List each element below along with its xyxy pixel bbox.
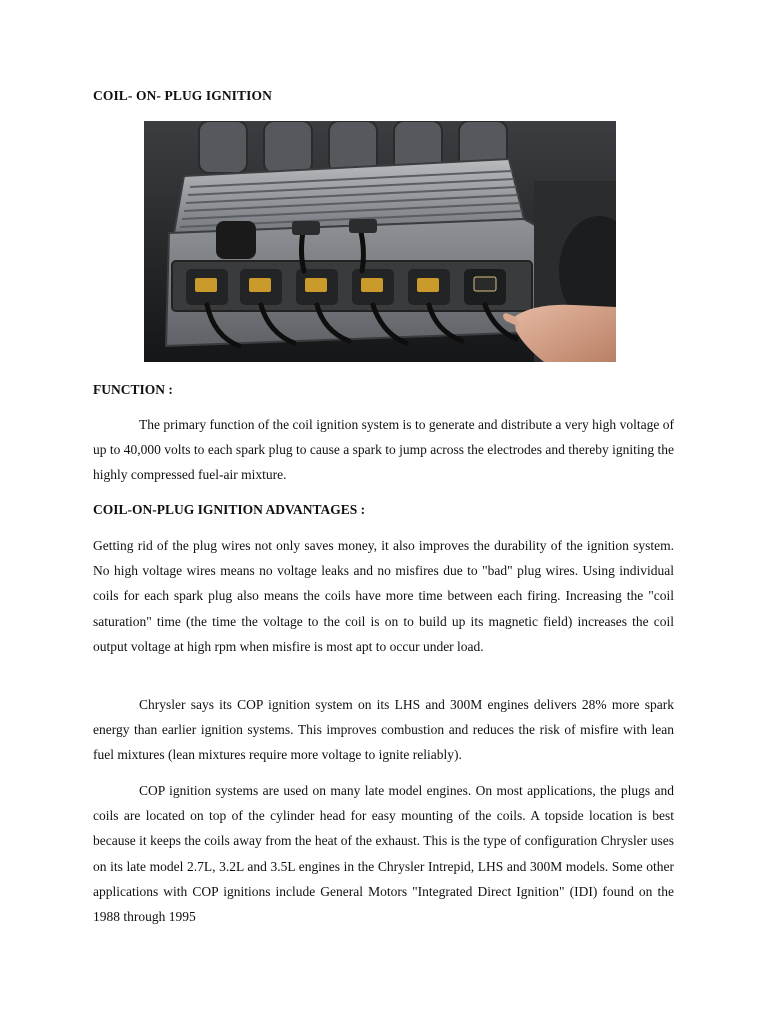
- paragraph-advantages-1: Getting rid of the plug wires not only saves money, it also improves the durability of the ignition system. No high voltage wires means no voltage leaks and no misfires due to "bad" plug wires. Using individual coils for each spark plug also means the coils have more time between each firing. Increasing the "coil saturation" time (the time the voltage to the coil is on to build up its magnetic field) increases the coil output voltage at high rpm when misfire is most apt to occur under load.: [93, 538, 674, 654]
- section-heading-advantages: COIL-ON-PLUG IGNITION ADVANTAGES :: [93, 502, 366, 517]
- paragraph-advantages-3: COP ignition systems are used on many late model engines. On most applications, the plugs and coils are located on top of the cylinder head for easy mounting of the coils. A topside location is best because it keeps the coils away from the heat of the exhaust. This is the type of configuration Chrysler uses on its late model 2.7L, 3.2L and 3.5L engines in the Chrysler Intrepid, LHS and 300M models. Some other applications with COP ignitions include General Motors "Integrated Direct Ignition" (IDI) found on the 1988 through 1995: [93, 783, 674, 925]
- paragraph-advantages-2: Chrysler says its COP ignition system on its LHS and 300M engines delivers 28% more spark energy than earlier ignition systems. This improves combustion and reduces the risk of misfire with lean fuel mixtures (lean mixtures require more voltage to ignite reliably).: [93, 697, 674, 763]
- page-title: COIL- ON- PLUG IGNITION: [93, 88, 272, 103]
- engine-photo-icon: [144, 121, 616, 362]
- paragraph-function: The primary function of the coil ignition system is to generate and distribute a very high voltage of up to 40,000 volts to each spark plug to cause a spark to jump across the electrodes and thereby igniting the highly compressed fuel-air mixture.: [93, 417, 674, 483]
- section-heading-function: FUNCTION :: [93, 382, 173, 397]
